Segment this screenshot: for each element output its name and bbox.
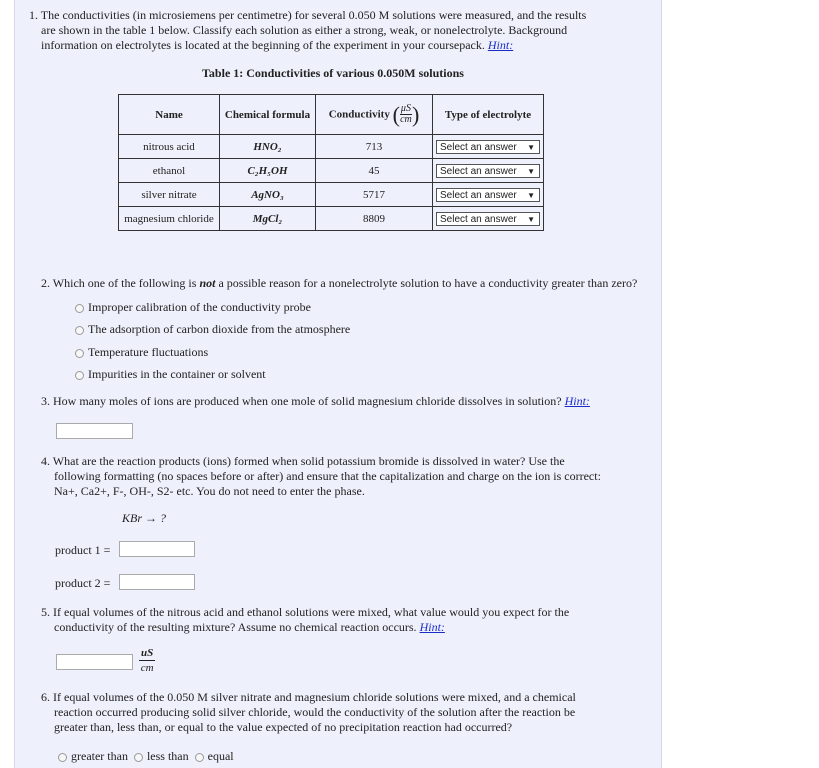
- moles-of-ions-input[interactable]: [56, 423, 133, 439]
- question-6-line-1: If equal volumes of the 0.050 M silver nitrate and magnesium chloride solutions were mixed, and a chemical: [53, 690, 576, 704]
- question-3-text: How many moles of ions are produced when one mole of solid magnesium chloride dissolves in solution?: [53, 394, 562, 408]
- row-formula: HNO₂: [220, 135, 316, 159]
- electrolyte-select-magnesium-chloride[interactable]: [436, 212, 540, 226]
- select-value: Select an answer: [440, 165, 517, 177]
- option-improper-calibration[interactable]: [75, 300, 311, 314]
- question-6-number: 6.: [41, 690, 50, 704]
- question-4-line-3: Na+, Ca2+, F-, OH-, S2- etc. You do not need to enter the phase.: [54, 484, 365, 498]
- radio-button[interactable]: [75, 371, 84, 380]
- option-label: Temperature fluctuations: [88, 345, 209, 359]
- question-panel: [14, 0, 662, 768]
- row-conductivity: 713: [316, 135, 433, 159]
- option-label: Improper calibration of the conductivity probe: [88, 300, 311, 314]
- radio-button[interactable]: [75, 304, 84, 313]
- table-row: [119, 135, 544, 159]
- row-name: silver nitrate: [119, 183, 220, 207]
- product-2-input[interactable]: [119, 574, 195, 590]
- chevron-down-icon: ▼: [527, 166, 535, 176]
- mixture-conductivity-input[interactable]: [56, 654, 133, 670]
- electrolyte-select-silver-nitrate[interactable]: [436, 188, 540, 202]
- option-equal[interactable]: [195, 749, 234, 763]
- header-conductivity: [316, 95, 433, 135]
- question-4-number: 4.: [41, 454, 50, 468]
- chevron-down-icon: ▼: [527, 190, 535, 200]
- option-label: Impurities in the container or solvent: [88, 367, 266, 381]
- row-formula: C₂H₅OH: [220, 159, 316, 183]
- reaction-equation: KBr → ?: [122, 511, 167, 525]
- question-1-number: 1.: [29, 8, 38, 22]
- question-1-line-1: The conductivities (in microsiemens per centimetre) for several 0.050 M solutions were measured, and the results: [40, 8, 587, 22]
- conductivity-unit-denominator: cm: [400, 114, 412, 125]
- question-2-number: 2.: [41, 276, 50, 290]
- row-conductivity: 8809: [316, 207, 433, 231]
- row-name: magnesium chloride: [119, 207, 220, 231]
- question-6-line-3: greater than, less than, or equal to the value expected of no precipitation reaction had occurred?: [54, 720, 513, 734]
- option-less-than[interactable]: [134, 749, 189, 763]
- question-2-text-pre: Which one of the following is: [52, 276, 197, 290]
- chevron-down-icon: ▼: [527, 214, 535, 224]
- electrolyte-select-ethanol[interactable]: [436, 164, 540, 178]
- option-carbon-dioxide[interactable]: [75, 322, 350, 336]
- row-name: nitrous acid: [119, 135, 220, 159]
- unit-denominator: cm: [140, 662, 154, 674]
- header-conductivity-label: Conductivity: [328, 108, 390, 121]
- question-6: [41, 690, 661, 735]
- question-5-line-1: If equal volumes of the nitrous acid and ethanol solutions were mixed, what value would you expect for the: [53, 605, 570, 619]
- row-conductivity: 45: [316, 159, 433, 183]
- conductivity-unit-numerator: μS: [400, 103, 411, 114]
- question-6-line-2: reaction occurred producing solid silver chloride, would the conductivity of the solution after the reaction be: [54, 705, 576, 719]
- table-row: [119, 207, 544, 231]
- option-label: The adsorption of carbon dioxide from the atmosphere: [88, 322, 351, 336]
- header-type: Type of electrolyte: [433, 95, 544, 135]
- question-3-hint-link[interactable]: Hint:: [564, 394, 590, 408]
- table-row: [119, 183, 544, 207]
- question-2: [41, 276, 661, 291]
- unit-numerator: uS: [141, 647, 154, 659]
- row-name: ethanol: [119, 159, 220, 183]
- question-4-line-1: What are the reaction products (ions) formed when solid potassium bromide is dissolved in water? Use the: [52, 454, 565, 468]
- product-1-label: product 1 =: [55, 543, 111, 557]
- conductivity-table: [118, 94, 544, 231]
- option-label: equal: [207, 749, 234, 763]
- question-5-hint-link[interactable]: Hint:: [419, 620, 445, 634]
- row-formula: AgNO₃: [220, 183, 316, 207]
- row-formula: MgCl₂: [220, 207, 316, 231]
- question-5-number: 5.: [41, 605, 50, 619]
- question-3: [41, 394, 661, 409]
- select-value: Select an answer: [440, 141, 517, 153]
- question-2-text-post: a possible reason for a nonelectrolyte solution to have a conductivity greater than zero?: [218, 276, 638, 290]
- mixture-conductivity-unit: [139, 647, 155, 675]
- answer-options-row: [58, 749, 234, 763]
- option-label: greater than: [71, 749, 128, 763]
- question-5: [41, 605, 661, 635]
- table-row: [119, 159, 544, 183]
- option-temperature[interactable]: [75, 345, 208, 359]
- radio-button[interactable]: [58, 753, 67, 762]
- question-4-line-2: following formatting (no spaces before or after) and ensure that the capitalization and charge on the ion is correct:: [54, 469, 601, 483]
- select-value: Select an answer: [440, 189, 517, 201]
- question-5-line-2: conductivity of the resulting mixture? Assume no chemical reaction occurs.: [54, 620, 417, 634]
- question-1-hint-link[interactable]: Hint:: [487, 38, 514, 52]
- question-4: [41, 454, 661, 499]
- question-1-line-3: information on electrolytes is located at the beginning of the experiment in your coursepack.: [41, 38, 485, 52]
- chevron-down-icon: ▼: [527, 142, 535, 152]
- header-name: Name: [119, 95, 220, 135]
- table-caption: Table 1: Conductivities of various 0.050M solutions: [202, 66, 464, 80]
- question-1-line-2: are shown in the table 1 below. Classify each solution as either a strong, weak, or nonelectrolyte. Background: [41, 23, 568, 37]
- product-2-label: product 2 =: [55, 576, 111, 590]
- radio-button[interactable]: [195, 753, 204, 762]
- electrolyte-select-nitrous-acid[interactable]: [436, 140, 540, 154]
- radio-button[interactable]: [75, 326, 84, 335]
- option-label: less than: [146, 749, 189, 763]
- header-formula: Chemical formula: [220, 95, 316, 135]
- select-value: Select an answer: [440, 213, 517, 225]
- option-impurities[interactable]: [75, 367, 266, 381]
- question-3-number: 3.: [41, 394, 50, 408]
- radio-button[interactable]: [134, 753, 143, 762]
- conductivity-unit: ( $\frac{\mu S}{cm}$ ): [392, 101, 420, 127]
- row-conductivity: 5717: [316, 183, 433, 207]
- question-2-emphasis: not: [199, 276, 216, 290]
- product-1-input[interactable]: [119, 541, 195, 557]
- radio-button[interactable]: [75, 349, 84, 358]
- table-header-row: [119, 95, 544, 135]
- option-greater-than[interactable]: [58, 749, 128, 763]
- question-1: [29, 8, 659, 53]
